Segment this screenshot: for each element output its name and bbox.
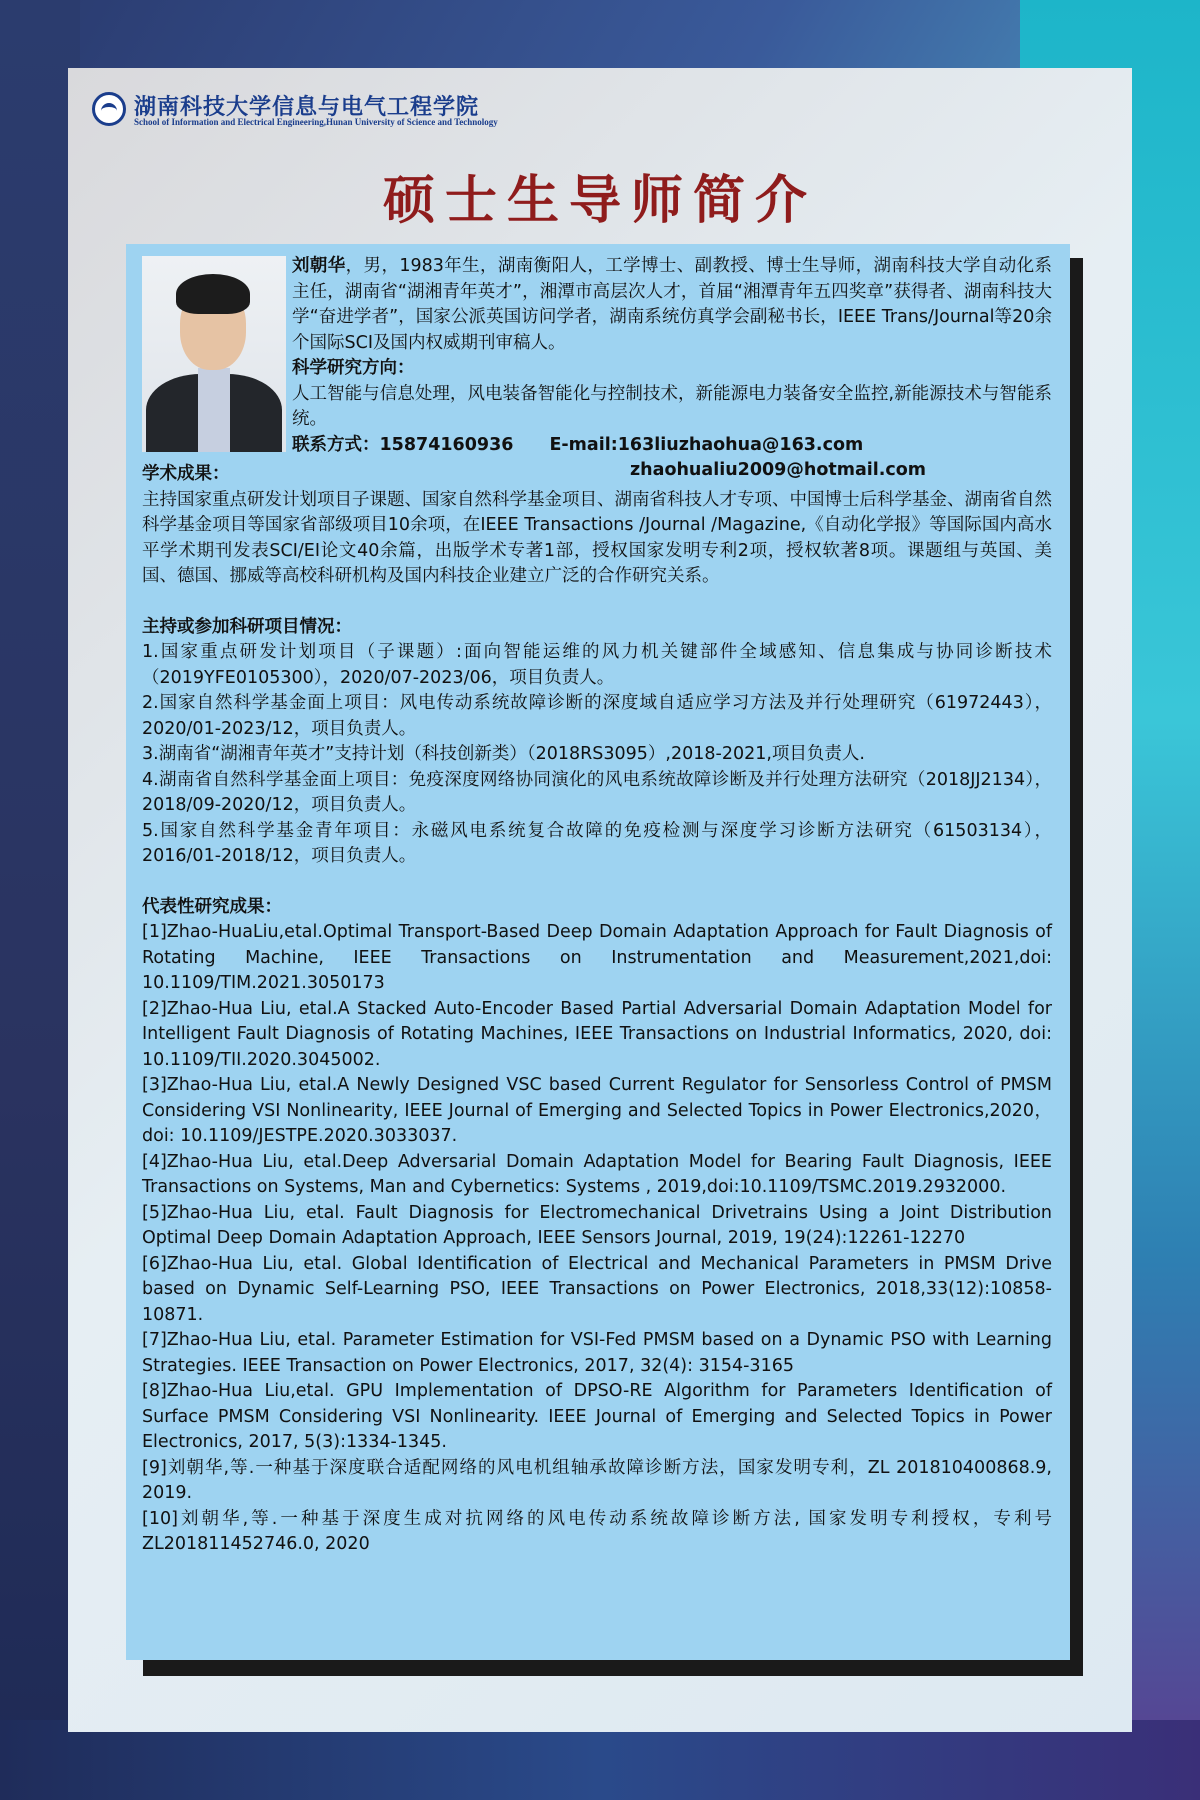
academic-text: 主持国家重点研发计划项目子课题、国家自然科学基金项目、湖南省科技人才专项、中国博士后科学基金、湖南省自然科学基金项目等国家省部级项目10余项，在IEEE Transactions /Journal /Magazine,《自动化学报》等国际国内高水平学术期刊发表SCI/EI论文40余篇，出版学术专著1部，授权国家发明专利2项，授权软著8项。课题组与英国、美国、德国、挪威等高校科研机构及国内科技企业建立广泛的合作研究关系。 — [142, 489, 1052, 586]
list-item: 2.国家自然科学基金面上项目：风电传动系统故障诊断的深度域自适应学习方法及并行处理研究（61972443），2020/01-2023/12，项目负责人。 — [142, 693, 1052, 739]
contact-phone: 15874160936 — [379, 434, 514, 455]
research-text: 人工智能与信息处理，风电装备智能化与控制技术，新能源电力装备安全监控,新能源技术与智能系统。 — [292, 383, 1052, 429]
list-item: [8]Zhao-Hua Liu,etal. GPU Implementation of DPSO-RE Algorithm for Parameters Identification of Surface PMSM Considering VSI Nonlinearity. IEEE Journal of Emerging and Selected Topics in Power Electronics, 2017, 5(3):1334-1345. — [142, 1381, 1052, 1452]
school-name-english: School of Information and Electrical Engineering,Hunan University of Science and Technology — [134, 117, 498, 127]
list-item: 4.湖南省自然科学基金面上项目：免疫深度网络协同演化的风电系统故障诊断及并行处理方法研究（2018JJ2134），2018/09-2020/12，项目负责人。 — [142, 769, 1052, 815]
list-item: [3]Zhao-Hua Liu, etal.A Newly Designed VSC based Current Regulator for Sensorless Control of PMSM Considering VSI Nonlinearity, IEEE Journal of Emerging and Selected Topics in Power Electronics,2020， doi: 10.1109/JESTPE.2020.3033037. — [142, 1075, 1052, 1146]
list-item: [5]Zhao-Hua Liu, etal. Fault Diagnosis for Electromechanical Drivetrains Using a Joint Distribution Optimal Deep Domain Adaptation Approach, IEEE Sensors Journal, 2019, 19(24):12261-12270 — [142, 1202, 1052, 1248]
profile-intro-text: ，男，1983年生，湖南衡阳人，工学博士、副教授、博士生导师，湖南科技大学自动化系主任，湖南省“湖湘青年英才”，湘潭市高层次人才，首届“湘潭青年五四奖章”获得者、湖南科技大学“奋进学者”，国家公派英国访问学者，湖南系统仿真学会副秘书长，IEEE Trans/Journal等20余个国际SCI及国内权威期刊审稿人。 — [292, 256, 1052, 353]
research-title: 科学研究方向： — [292, 358, 415, 378]
list-item: [4]Zhao-Hua Liu, etal.Deep Adversarial Domain Adaptation Model for Bearing Fault Diagnosis, IEEE Transactions on Systems, Man and Cybernetics: Systems , 2019,doi:10.1109/TSMC.2019.2932000. — [142, 1151, 1052, 1197]
list-item: [1]Zhao-HuaLiu,etal.Optimal Transport-Based Deep Domain Adaptation Approach for Fault Diagnosis of Rotating Machine, IEEE Transactions on Instrumentation and Measurement,2021,doi: 10.1109/TIM.2021.3050173 — [142, 922, 1052, 993]
list-item: [6]Zhao-Hua Liu, etal. Global Identification of Electrical and Mechanical Parameters in PMSM Drive based on Dynamic Self-Learning PSO, IEEE Transactions on Power Electronics, 2018,33(12):10858-10871. — [142, 1253, 1052, 1325]
profile-name: 刘朝华 — [292, 256, 346, 276]
list-item: 1.国家重点研发计划项目（子课题）:面向智能运维的风力机关键部件全域感知、信息集成与协同诊断技术（2019YFE0105300），2020/07-2023/06，项目负责人。 — [142, 642, 1052, 688]
list-item: [10]刘朝华,等.一种基于深度生成对抗网络的风电传动系统故障诊断方法, 国家发明专利授权，专利号 ZL201811452746.0, 2020 — [142, 1508, 1052, 1554]
profile-intro — [292, 254, 1052, 484]
contact-label: 联系方式： — [292, 434, 380, 455]
background-bottom-band — [0, 1720, 1200, 1800]
email-secondary: zhaohualiu2009@hotmail.com — [630, 460, 927, 480]
academic-title: 学术成果： — [142, 464, 230, 484]
school-logo — [92, 92, 692, 132]
list-item: 3.湖南省“湖湘青年英才”支持计划（科技创新类）（2018RS3095）,2018-2021,项目负责人. — [142, 744, 865, 764]
school-emblem-icon — [92, 92, 126, 126]
profile-card — [126, 244, 1070, 1660]
list-item: [2]Zhao-Hua Liu, etal.A Stacked Auto-Encoder Based Partial Adversarial Domain Adaptation Model for Intelligent Fault Diagnosis of Rotating Machines, IEEE Transactions on Industrial Informatics, 2020, doi: 10.1109/TII.2020.3045002. — [142, 998, 1052, 1070]
projects-title: 主持或参加科研项目情况： — [142, 616, 352, 637]
list-item: [7]Zhao-Hua Liu, etal. Parameter Estimation for VSI-Fed PMSM based on a Dynamic PSO with Learning Strategies. IEEE Transaction on Power Electronics, 2017, 32(4): 3154-3165 — [142, 1330, 1052, 1376]
school-name: 湖南科技大学信息与电气工程学院 — [134, 94, 480, 120]
list-item: 5.国家自然科学基金青年项目：永磁风电系统复合故障的免疫检测与深度学习诊断方法研究（61503134），2016/01-2018/12，项目负责人。 — [142, 820, 1052, 866]
results-title: 代表性研究成果： — [142, 896, 282, 917]
main-content — [142, 462, 1052, 1558]
email-label: E-mail: — [549, 434, 618, 455]
contact-row — [292, 433, 1052, 459]
list-item: [9]刘朝华,等.一种基于深度联合适配网络的风电机组轴承故障诊断方法，国家发明专利，ZL 201810400868.9, 2019. — [142, 1457, 1052, 1503]
email-primary: 163liuzhaohua@163.com — [617, 434, 864, 455]
page-title: 硕士生导师简介 — [382, 170, 817, 231]
portrait-photo — [142, 256, 286, 452]
